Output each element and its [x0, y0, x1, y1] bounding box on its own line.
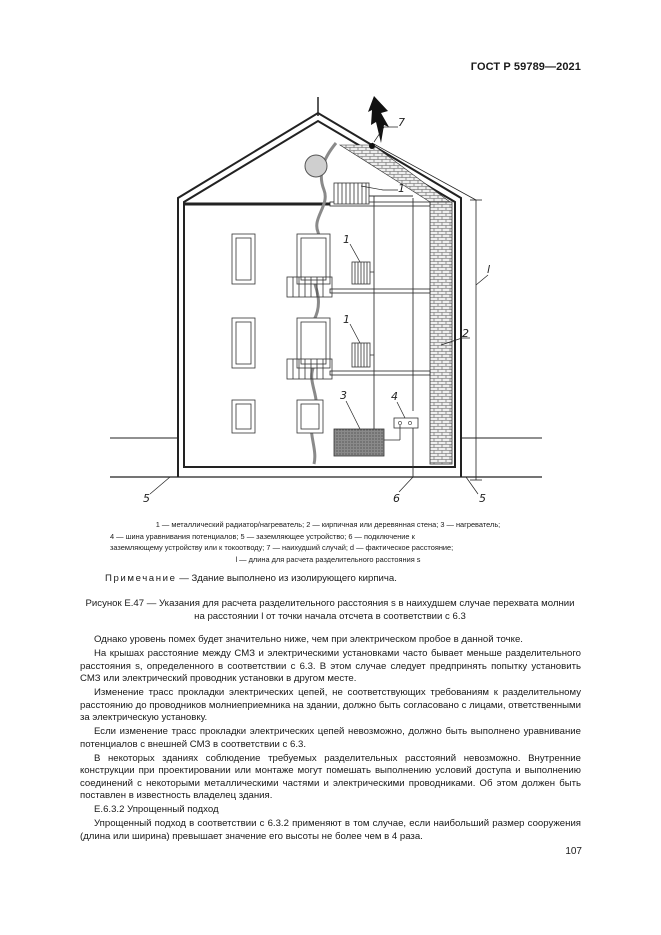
- attic-round-window: [305, 155, 327, 177]
- lightning-bolt-icon: [368, 96, 389, 143]
- radiator-lower: [352, 343, 374, 367]
- figure-legend: [110, 519, 546, 565]
- label-5-right: 5: [479, 492, 486, 505]
- paragraph: На крышах расстояние между СМЗ и электрическими установками часто бывает меньше разделительного расстояния s, определенного в соответствии с 6.3. В этом случае следует предпринять попытку установить СМЗ или электрический проводник установки в другом месте.: [80, 648, 581, 684]
- brick-wall: [430, 202, 452, 464]
- strike-point: [369, 143, 375, 149]
- page-number: 107: [565, 846, 582, 857]
- label-5-left: 5: [143, 492, 150, 505]
- figure-note: [105, 573, 397, 584]
- paragraph: Если изменение трасс прокладки электрических цепей невозможно, должно быть выполнено уравнивание потенциалов с внешней СМЗ в соответствии с 6.3.: [80, 726, 581, 750]
- paragraph: В некоторых зданиях соблюдение требуемых разделительных расстояний невозможно. Внутренние конструкции при проектировании или монтаже могут помешать выполнению условий доступа и выполнению соединений с некоторыми металлическими частями и электрическими проводниками. Об этом должен быть поставлен в известность владелец здания.: [80, 752, 581, 801]
- bonding-bar: [394, 418, 418, 428]
- caption-line: Рисунок Е.47 — Указания для расчета разделительного расстояния s в наихудшем случае перехвата молнии: [85, 598, 575, 609]
- bonding-bar-terminal: [408, 421, 411, 424]
- standard-code: ГОСТ Р 59789—2021: [470, 61, 581, 73]
- legend-line: 4 — шина уравнивания потенциалов; 5 — заземляющее устройство; 6 — подключение к: [110, 531, 415, 541]
- label-3: 3: [340, 389, 347, 402]
- windows: [232, 234, 330, 433]
- legend-line: l — длина для расчета разделительного расстояния s: [235, 554, 421, 564]
- label-1-mid: 1: [343, 233, 350, 246]
- label-l: l: [487, 263, 491, 276]
- note-text: — Здание выполнено из изолирующего кирпича.: [176, 573, 397, 584]
- label-4: 4: [391, 390, 398, 403]
- label-2: 2: [462, 327, 469, 340]
- floor-slabs: [330, 202, 430, 375]
- heater: [334, 429, 384, 456]
- label-1-low: 1: [343, 313, 350, 326]
- figure-caption: [80, 597, 580, 623]
- paragraph: Упрощенный подход в соответствии с 6.3.2 применяют в том случае, если наибольший размер сооружения (длина или ширина) превышает значение его высоты не более чем в 4 раза.: [80, 818, 581, 842]
- section-heading: Е.6.3.2 Упрощенный подход: [94, 804, 219, 815]
- legend-line: 1 — металлический радиатор/нагреватель; 2 — кирпичная или деревянная стена; 3 — нагреватель;: [155, 520, 501, 529]
- body-text: [80, 634, 581, 845]
- radiator-middle: [352, 262, 374, 284]
- label-7: 7: [398, 116, 405, 129]
- label-1-top: 1: [398, 182, 405, 195]
- note-label: Примечание: [105, 573, 177, 584]
- label-6: 6: [393, 492, 400, 505]
- bonding-bar-terminal: [398, 421, 401, 424]
- caption-line: на расстоянии l от точки начала отсчета в соответствии с 6.3: [194, 611, 466, 622]
- legend-line: заземляющему устройству или к токоотводу; 7 — наихудший случай; d — фактическое расстояние;: [110, 543, 454, 553]
- paragraph: Однако уровень помех будет значительно ниже, чем при электрическом пробое в данной точке.: [94, 634, 523, 645]
- paragraph: Изменение трасс прокладки электрических цепей, не соответствующих требованиям к разделительному расстоянию до проводников молниеприемника на здании, должно быть согласовано с лицами, ответственными за электрическую установку.: [80, 687, 581, 723]
